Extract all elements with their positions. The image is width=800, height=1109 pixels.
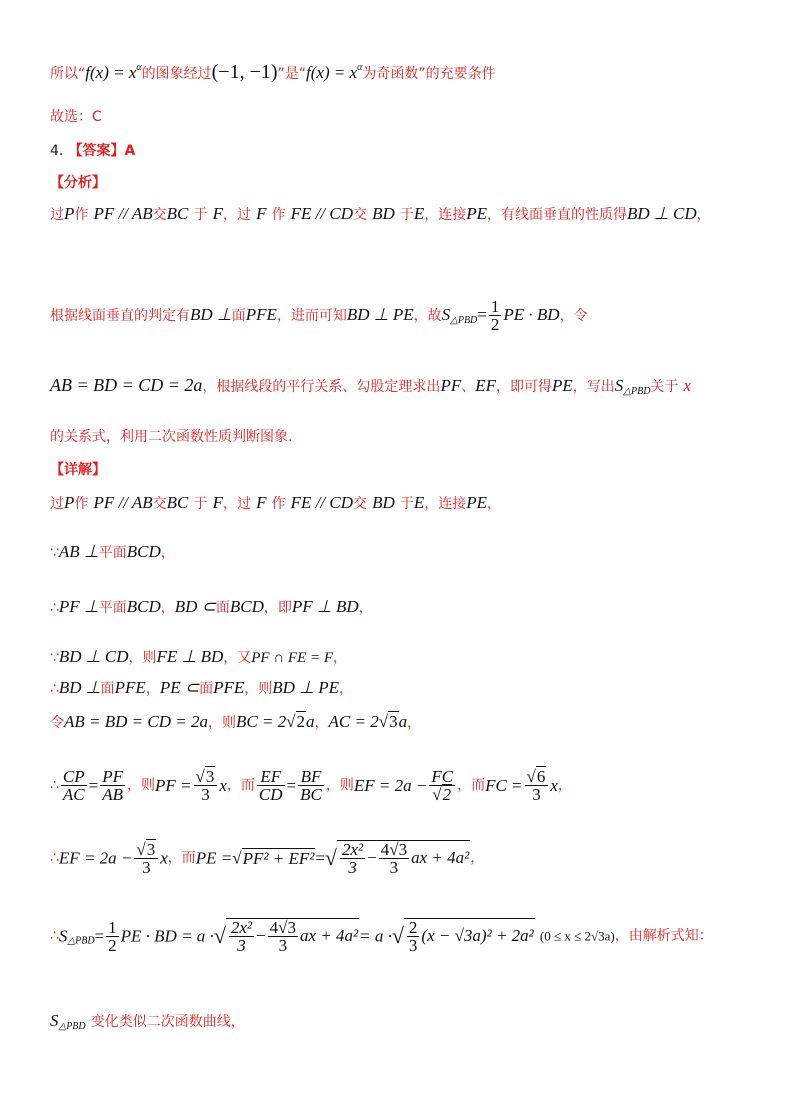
therefore-symbol: ∴: [50, 600, 59, 616]
text: ，而: [167, 850, 196, 866]
math-alpha: α: [357, 62, 363, 73]
text: 作: [271, 207, 286, 223]
fraction: [61, 768, 87, 803]
line-17: ∴EF = 2a − $\frac{√3}{3}$ x，而PE =√PF² + EF²=√ $\frac{\text{2x²}}{3}$ − $\frac{4√3}{3}$ ax + 4a²，: [50, 839, 485, 877]
text: ，过: [222, 207, 251, 223]
fraction: [489, 298, 502, 333]
math: BD: [372, 204, 395, 223]
math: PF: [440, 376, 462, 395]
math-radicand: PF² + EF²: [242, 848, 315, 868]
math: BD ⊥ PE: [346, 305, 414, 324]
math: BC: [166, 204, 189, 223]
math: FE // CD: [290, 204, 353, 223]
math: PF ⊥: [58, 597, 99, 616]
math: PE ⊂: [159, 678, 200, 697]
math: −: [256, 926, 266, 945]
denominator: BC: [300, 785, 322, 804]
math: x: [683, 376, 692, 395]
fraction: [298, 768, 324, 803]
line-7: [50, 376, 691, 397]
text: 于: [399, 207, 414, 223]
math: E: [413, 493, 425, 512]
denominator: 3: [389, 858, 399, 877]
text: 交: [152, 207, 167, 223]
fraction: [340, 841, 365, 876]
text: 的图象经过: [141, 66, 212, 82]
numerator: EF: [257, 768, 285, 786]
math: FC =: [485, 776, 523, 795]
numerator: 2x²: [230, 918, 253, 937]
line-14: [50, 679, 353, 696]
math: P: [64, 204, 75, 223]
math: PF // AB: [93, 493, 153, 512]
text: 于: [193, 496, 208, 512]
denominator: 3: [142, 857, 151, 877]
math: ax + 4a²: [411, 848, 470, 867]
math-f: f(x) = x: [306, 63, 358, 82]
text: ，即: [263, 600, 292, 616]
text: ，进而可知: [276, 308, 347, 324]
text: ，又: [223, 650, 252, 666]
therefore-symbol: ∴: [50, 777, 59, 794]
text: ，而: [457, 777, 486, 794]
denominator: 3: [278, 936, 288, 955]
line-13: [50, 648, 347, 666]
denominator: 3: [408, 936, 418, 955]
math: E: [413, 204, 425, 223]
math: PFE: [213, 678, 245, 697]
math: P: [64, 493, 75, 512]
math: x: [219, 776, 227, 795]
math: EF = 2a −: [58, 848, 133, 868]
line-9: [50, 461, 106, 477]
text: ，则: [325, 777, 354, 794]
text: 过: [50, 496, 64, 512]
math: F: [212, 204, 223, 223]
text: ，令: [559, 308, 588, 324]
line-18: $\therefore S_{\triangle PBD}=$ $\frac{1}{2}$ PE · BD = a ·√ $\frac{\text{2x²}}{3}$ − $\frac{4√3}{3}$ ax + 4a²= a ·√ $\frac{2}{3}$ (x − √3a)² + 2a² (0 ≤ x ≤ 2√3a)，由解析式知：: [50, 917, 713, 955]
math-subscript: △PBD: [450, 315, 478, 326]
text: ”是“: [277, 66, 307, 82]
math: S: [441, 305, 451, 324]
line-1: [50, 62, 496, 82]
denominator: 3: [348, 858, 357, 877]
analysis-heading: 【分析】: [50, 175, 106, 191]
text: ，则: [128, 650, 157, 666]
text: 作: [74, 496, 89, 512]
numerator: 2x²: [342, 840, 364, 859]
math: PF ⊥ BD: [291, 597, 359, 616]
text: 面: [231, 308, 246, 324]
denominator: CD: [258, 785, 283, 804]
text: ，根据线段的平行关系、勾股定理求出: [202, 379, 441, 395]
numerator: 1: [108, 917, 117, 937]
domain: (0 ≤ x ≤ 2√3a): [539, 928, 615, 944]
fraction: $\frac{√3}{3}$: [194, 768, 218, 803]
math: F: [256, 204, 267, 223]
math: BD ⊂: [174, 597, 216, 616]
math-point: (−1, −1): [211, 61, 278, 83]
math: BD ⊥ PE: [272, 678, 339, 697]
text: 关于: [650, 379, 679, 395]
text: 平面: [98, 545, 127, 561]
text: ，即可得: [496, 379, 552, 395]
fraction: [106, 919, 119, 954]
numerator: CP: [62, 767, 85, 786]
line-10: 过P作 PF // AB交BC 于 F，过 F 作 FE // CD交 BD 于E，连接PE，: [50, 493, 502, 512]
text: 的关系式，利用二次函数性质判断图象.: [50, 429, 293, 445]
text: ，而: [226, 777, 255, 794]
math: PE · BD: [503, 305, 560, 324]
text: 面: [199, 681, 214, 697]
math: BD ⊥ CD: [627, 204, 697, 223]
numerator: 4√3: [380, 840, 408, 859]
math: BD ⊥ CD: [58, 647, 129, 666]
math: =: [88, 776, 99, 795]
math: PFE: [245, 305, 277, 324]
text: ，: [407, 715, 422, 731]
math: AB ⊥: [58, 542, 99, 561]
math: PF // AB: [93, 204, 153, 223]
text: 交: [353, 207, 367, 223]
text: ，则: [207, 715, 236, 731]
math: =: [286, 776, 297, 795]
denominator: 2: [108, 935, 117, 955]
text: 过: [50, 207, 64, 223]
text: 为奇函数”的充要条件: [362, 66, 496, 82]
line-5: 过P作 PF // AB交BC 于 F，过 F 作 FE // CD交 BD 于E，连接PE，有线面垂直的性质得BD ⊥ CD，: [50, 204, 711, 223]
denominator: 3: [532, 785, 541, 804]
therefore-symbol: ∴: [50, 928, 59, 944]
denominator: 3: [201, 785, 210, 804]
numerator: FC: [431, 767, 454, 786]
math: a: [398, 712, 408, 731]
math-f: f(x) = x: [85, 63, 137, 82]
fraction: [229, 919, 254, 954]
therefore-symbol: ∴: [50, 850, 59, 866]
text: ，: [145, 681, 160, 697]
text: ，: [314, 715, 329, 731]
text: ，连接: [424, 496, 467, 512]
text: 、: [461, 379, 476, 395]
text: ，: [338, 681, 353, 697]
text: 所以“: [50, 66, 86, 82]
denominator: AC: [62, 785, 85, 804]
numerator: 1: [490, 297, 500, 316]
line-12: [50, 598, 373, 615]
math-radicand: 3: [389, 712, 398, 731]
math: AB = BD = CD = 2a: [50, 375, 203, 395]
math: PF ∩ FE = F: [251, 650, 334, 666]
answer-choice: 故选：C: [50, 109, 102, 125]
math: BD ⊥: [58, 678, 101, 697]
math: F: [256, 493, 267, 512]
math-radicand: 2: [442, 785, 452, 804]
math-radicand: 6: [536, 767, 546, 786]
line-15: 令AB = BD = CD = 2a，则BC = 2√2a，AC = 2√3a，: [50, 712, 422, 731]
fraction: $\frac{FC}{√2}$: [431, 767, 454, 804]
text: ，则: [244, 681, 273, 697]
text: ，: [470, 850, 485, 866]
text: 于: [399, 496, 414, 512]
text: ，有线面垂直的性质得: [487, 207, 628, 223]
line-3: [50, 142, 135, 158]
math: AB = BD = CD = 2a: [64, 712, 208, 731]
math-radicand: 3: [146, 839, 156, 859]
math: S: [58, 926, 68, 946]
line-2: [50, 108, 102, 124]
line-11: [50, 543, 175, 560]
text: ，: [557, 777, 572, 794]
math: x: [160, 848, 168, 868]
because-symbol: ∵: [50, 650, 59, 666]
text: ，: [333, 650, 348, 666]
math: S: [50, 1011, 59, 1030]
math: AC = 2: [328, 712, 379, 731]
text: ，则: [127, 777, 156, 794]
text: 作: [271, 496, 286, 512]
numerator: 2: [408, 918, 418, 937]
math: ax + 4a²: [299, 926, 359, 945]
line-4: [50, 174, 106, 190]
math: PE · BD = a ·: [120, 926, 214, 946]
text: 变化类似二次函数曲线，: [90, 1014, 245, 1030]
math: BC = 2: [235, 712, 287, 731]
math: EF: [475, 376, 496, 395]
math-subscript: △PBD: [623, 386, 651, 397]
denominator: 3: [237, 936, 246, 955]
math: =: [477, 305, 487, 324]
fraction: $\frac{√6}{3}$: [525, 768, 549, 803]
math: BD: [372, 493, 395, 512]
fraction: $\frac{√3}{3}$: [134, 841, 158, 876]
math: −: [367, 848, 377, 867]
math: (x − √3a)² + 2a²: [421, 926, 534, 945]
math: x: [550, 776, 558, 795]
math-alpha: α: [136, 62, 142, 73]
text: 面: [215, 600, 230, 616]
math: BD ⊥: [190, 305, 232, 324]
text: ，故: [413, 308, 442, 324]
math: BCD: [126, 542, 161, 561]
math-radicand: 3: [205, 767, 215, 786]
numerator: 4√3: [269, 918, 296, 937]
math: BCD: [229, 597, 264, 616]
line-16: [50, 768, 572, 803]
text: ，由解析式知：: [614, 928, 713, 944]
math: PF =: [155, 776, 192, 795]
text: 作: [74, 207, 89, 223]
answer-label: 【答案】A: [68, 143, 136, 159]
math: BC: [166, 493, 189, 512]
text: 交: [353, 496, 367, 512]
math: PE: [466, 204, 488, 223]
text: ，: [160, 545, 175, 561]
text: ，: [358, 600, 373, 616]
numerator: BF: [298, 768, 324, 786]
math: = a ·: [359, 926, 392, 946]
fraction: [379, 841, 409, 876]
math: a: [306, 712, 315, 731]
text: ，过: [222, 496, 251, 512]
question-number: 4.: [50, 143, 64, 159]
text: ，连接: [424, 207, 467, 223]
text: 面: [100, 681, 115, 697]
math: BCD: [126, 597, 161, 616]
fraction: [407, 919, 420, 954]
math: PE: [552, 376, 573, 395]
text: 交: [152, 496, 167, 512]
math: PE =: [195, 848, 233, 868]
math: FE // CD: [290, 493, 353, 512]
line-6: [50, 298, 588, 333]
math: EF = 2a −: [353, 776, 428, 795]
math-subscript: △PBD: [58, 1021, 86, 1032]
math: =: [94, 926, 105, 946]
because-symbol: ∵: [50, 545, 59, 561]
text: 根据线面垂直的判定有: [50, 308, 190, 324]
math: F: [212, 493, 223, 512]
math: S: [614, 376, 624, 395]
therefore-symbol: ∴: [50, 681, 59, 697]
denominator: AB: [102, 785, 124, 804]
math: =: [315, 848, 325, 868]
numerator: PF: [102, 767, 124, 786]
math: FE ⊥ BD: [156, 647, 224, 666]
denominator: 2: [490, 315, 500, 334]
text: ，: [160, 600, 175, 616]
fraction: [100, 768, 125, 803]
math-radicand: 2: [296, 712, 306, 731]
line-8: [50, 428, 292, 444]
line-19: [50, 1012, 245, 1032]
fraction: [268, 919, 298, 954]
text: 令: [50, 715, 64, 731]
math: PFE: [114, 678, 146, 697]
text: 于: [193, 207, 208, 223]
text: ，写出: [572, 379, 615, 395]
math: PE: [466, 493, 488, 512]
detail-heading: 【详解】: [50, 462, 106, 478]
text: 平面: [98, 600, 127, 616]
math-subscript: △PBD: [67, 935, 95, 947]
fraction: [257, 768, 285, 803]
